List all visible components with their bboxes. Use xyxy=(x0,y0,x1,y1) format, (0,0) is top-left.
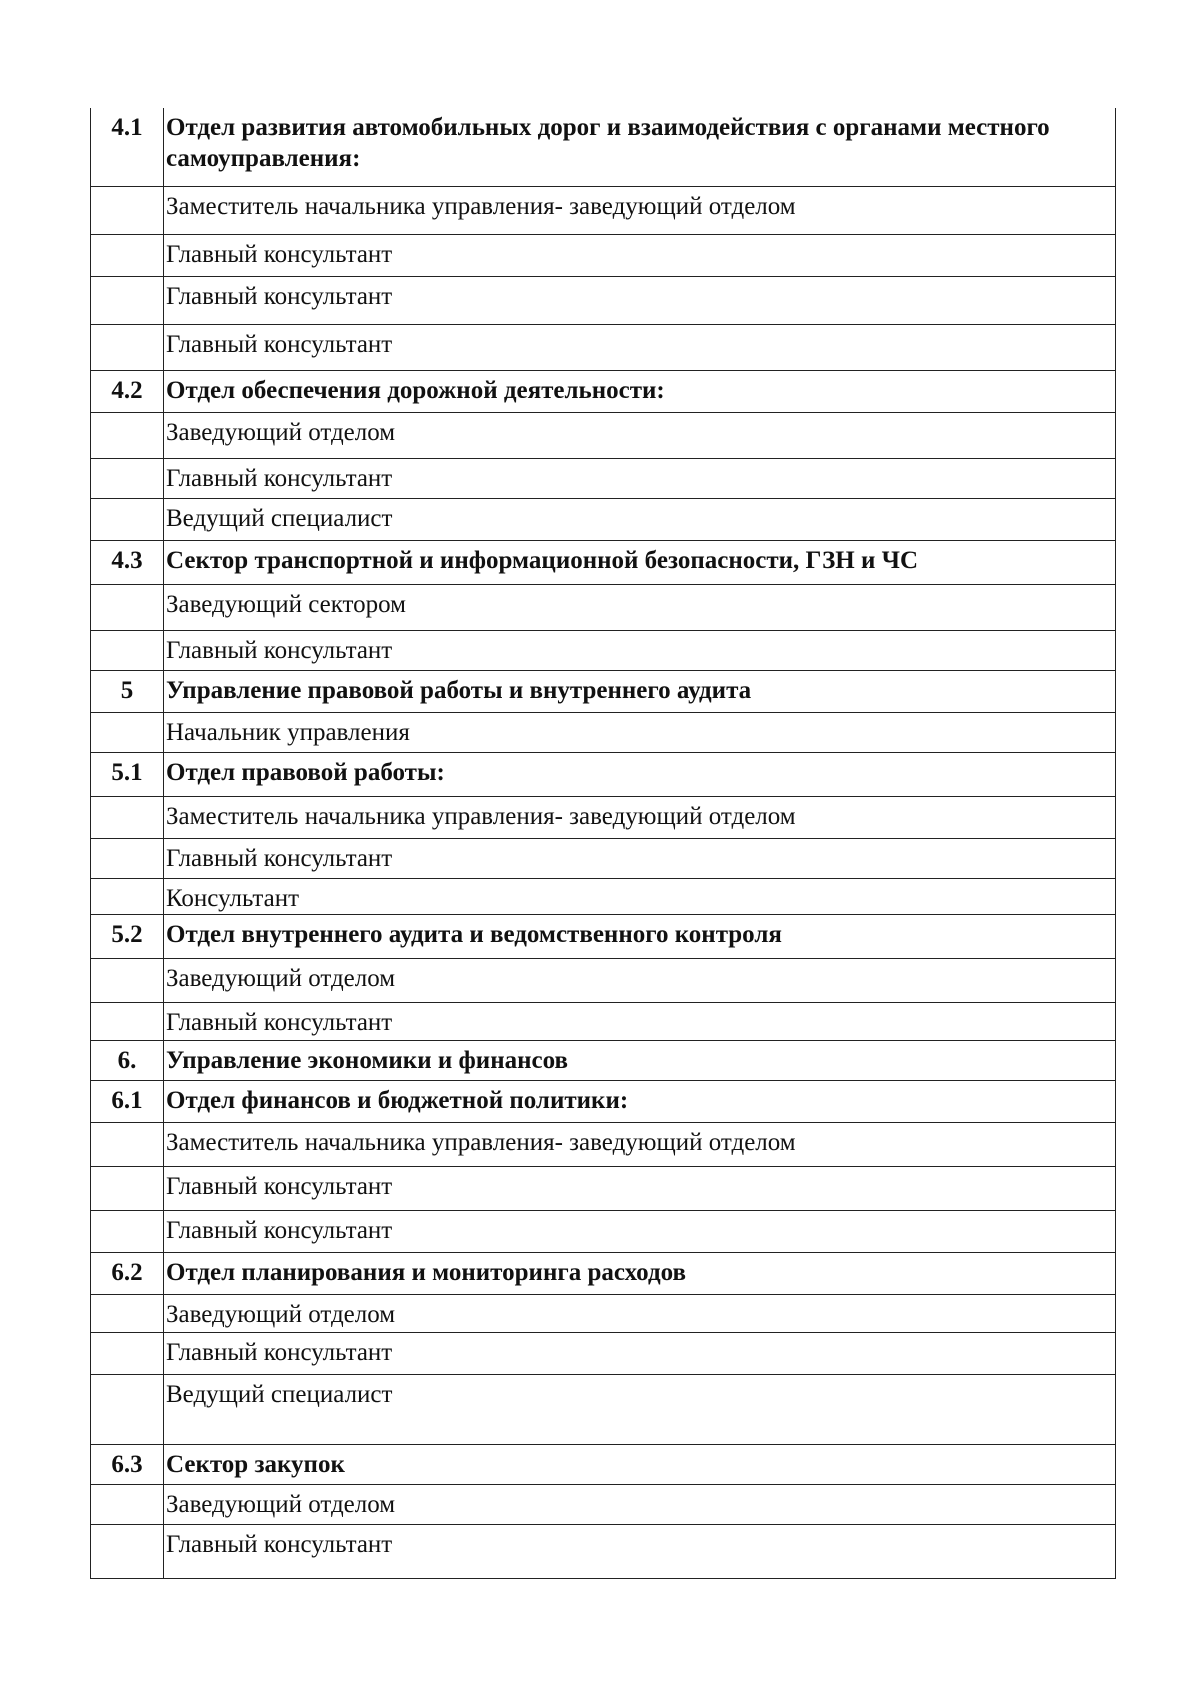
position-row xyxy=(91,958,1116,1002)
row-number xyxy=(91,796,164,838)
position-title: Заведующий отделом xyxy=(164,412,1116,458)
row-number xyxy=(91,1166,164,1210)
row-number xyxy=(91,498,164,540)
position-title: Главный консультант xyxy=(164,1210,1116,1252)
position-row xyxy=(91,796,1116,838)
row-number xyxy=(91,1002,164,1040)
row-number: 5.1 xyxy=(91,752,164,796)
row-number xyxy=(91,958,164,1002)
position-title: Главный консультант xyxy=(164,1332,1116,1374)
row-number xyxy=(91,630,164,670)
row-number xyxy=(91,458,164,498)
row-number xyxy=(91,1332,164,1374)
position-row xyxy=(91,1484,1116,1524)
position-row xyxy=(91,1374,1116,1444)
row-number xyxy=(91,412,164,458)
row-number: 5.2 xyxy=(91,914,164,958)
position-title: Главный консультант xyxy=(164,630,1116,670)
section-title: Сектор закупок xyxy=(164,1444,1116,1484)
position-row xyxy=(91,712,1116,752)
row-number xyxy=(91,712,164,752)
section-header-row xyxy=(91,914,1116,958)
position-row xyxy=(91,838,1116,878)
row-number xyxy=(91,1524,164,1578)
position-row xyxy=(91,630,1116,670)
position-row xyxy=(91,1294,1116,1332)
section-header-row xyxy=(91,1040,1116,1080)
row-number: 6. xyxy=(91,1040,164,1080)
section-title: Отдел внутреннего аудита и ведомственного контроля xyxy=(164,914,1116,958)
section-title: Сектор транспортной и информационной безопасности, ГЗН и ЧС xyxy=(164,540,1116,584)
section-header-row xyxy=(91,108,1116,186)
position-row xyxy=(91,458,1116,498)
section-title: Управление правовой работы и внутреннего аудита xyxy=(164,670,1116,712)
position-title: Ведущий специалист xyxy=(164,1374,1116,1444)
position-title: Главный консультант xyxy=(164,458,1116,498)
position-row xyxy=(91,1210,1116,1252)
section-title: Управление экономики и финансов xyxy=(164,1040,1116,1080)
row-number: 6.2 xyxy=(91,1252,164,1294)
row-number xyxy=(91,878,164,914)
staff-table xyxy=(90,108,1116,1579)
position-row xyxy=(91,1166,1116,1210)
position-title: Главный консультант xyxy=(164,838,1116,878)
section-title: Отдел финансов и бюджетной политики: xyxy=(164,1080,1116,1122)
position-title: Заведующий отделом xyxy=(164,1294,1116,1332)
position-row xyxy=(91,878,1116,914)
section-header-row xyxy=(91,670,1116,712)
position-row xyxy=(91,1002,1116,1040)
position-row xyxy=(91,1332,1116,1374)
section-header-row xyxy=(91,1252,1116,1294)
position-title: Консультант xyxy=(164,878,1116,914)
position-title: Заместитель начальника управления- заведующий отделом xyxy=(164,186,1116,234)
position-title: Главный консультант xyxy=(164,234,1116,276)
row-number xyxy=(91,838,164,878)
row-number xyxy=(91,324,164,370)
row-number: 6.1 xyxy=(91,1080,164,1122)
section-header-row xyxy=(91,370,1116,412)
row-number xyxy=(91,276,164,324)
section-header-row xyxy=(91,752,1116,796)
section-title: Отдел развития автомобильных дорог и взаимодействия с органами местного самоуправления: xyxy=(164,108,1116,186)
section-header-row xyxy=(91,1080,1116,1122)
section-title: Отдел правовой работы: xyxy=(164,752,1116,796)
position-row xyxy=(91,186,1116,234)
row-number xyxy=(91,1374,164,1444)
staff-table-body xyxy=(91,108,1116,1578)
row-number xyxy=(91,186,164,234)
row-number: 4.2 xyxy=(91,370,164,412)
position-title: Заведующий отделом xyxy=(164,958,1116,1002)
position-row xyxy=(91,412,1116,458)
position-row xyxy=(91,324,1116,370)
section-title: Отдел планирования и мониторинга расходов xyxy=(164,1252,1116,1294)
position-title: Главный консультант xyxy=(164,1002,1116,1040)
row-number xyxy=(91,584,164,630)
position-row xyxy=(91,1122,1116,1166)
position-row xyxy=(91,234,1116,276)
position-title: Заведующий отделом xyxy=(164,1484,1116,1524)
row-number xyxy=(91,1122,164,1166)
position-row xyxy=(91,1524,1116,1578)
position-title: Главный консультант xyxy=(164,276,1116,324)
row-number: 6.3 xyxy=(91,1444,164,1484)
position-row xyxy=(91,584,1116,630)
row-number xyxy=(91,1294,164,1332)
row-number xyxy=(91,1210,164,1252)
position-title: Ведущий специалист xyxy=(164,498,1116,540)
section-header-row xyxy=(91,1444,1116,1484)
row-number: 5 xyxy=(91,670,164,712)
position-title: Заведующий сектором xyxy=(164,584,1116,630)
row-number xyxy=(91,234,164,276)
position-row xyxy=(91,276,1116,324)
position-title: Заместитель начальника управления- заведующий отделом xyxy=(164,796,1116,838)
position-title: Главный консультант xyxy=(164,324,1116,370)
position-title: Заместитель начальника управления- заведующий отделом xyxy=(164,1122,1116,1166)
section-title: Отдел обеспечения дорожной деятельности: xyxy=(164,370,1116,412)
row-number: 4.1 xyxy=(91,108,164,186)
position-title: Главный консультант xyxy=(164,1166,1116,1210)
position-title: Главный консультант xyxy=(164,1524,1116,1578)
row-number xyxy=(91,1484,164,1524)
section-header-row xyxy=(91,540,1116,584)
row-number: 4.3 xyxy=(91,540,164,584)
position-row xyxy=(91,498,1116,540)
position-title: Начальник управления xyxy=(164,712,1116,752)
